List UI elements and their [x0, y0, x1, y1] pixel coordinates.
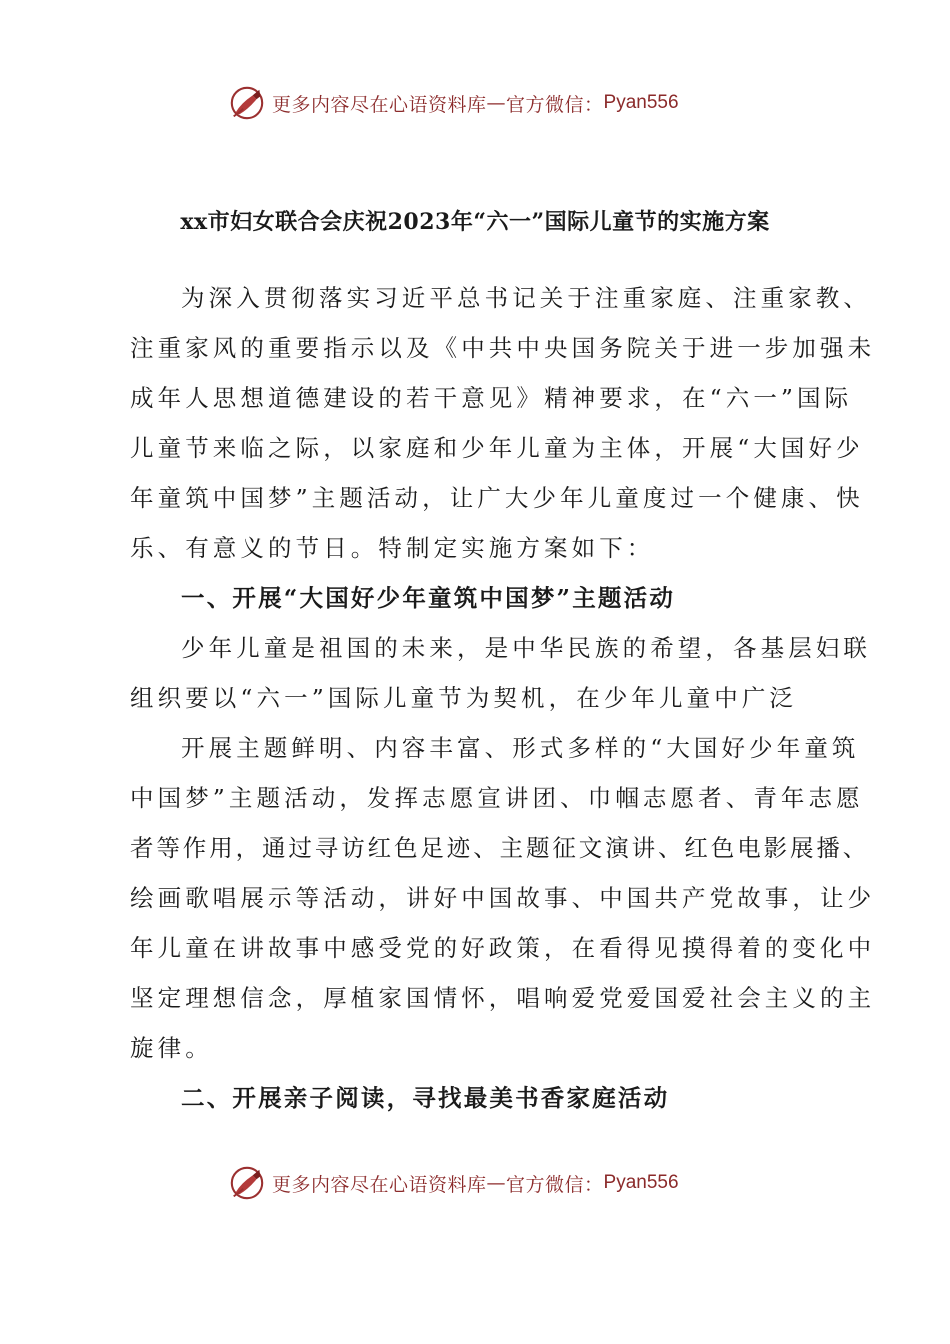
body-line: 中国梦”主题活动，发挥志愿宣讲团、巾帼志愿者、青年志愿 [130, 784, 864, 812]
section-heading-1: 一、开展“大国好少年童筑中国梦”主题活动 [181, 584, 676, 612]
body-line: 开展主题鲜明、内容丰富、形式多样的“大国好少年童筑 [181, 734, 860, 762]
body-line: 组织要以“六一”国际儿童节为契机，在少年儿童中广泛 [130, 684, 798, 712]
pen-nib-logo-icon [228, 84, 266, 122]
body-line: 坚定理想信念，厚植家国情怀，唱响爱党爱国爱社会主义的主 [130, 984, 876, 1012]
body-line: 乐、有意义的节日。特制定实施方案如下： [130, 534, 655, 562]
body-line: 少年儿童是祖国的未来，是中华民族的希望，各基层妇联 [181, 634, 871, 662]
watermark-wechat-id: Pyan556 [603, 1172, 679, 1193]
body-line: 儿童节来临之际，以家庭和少年儿童为主体，开展“大国好少 [130, 434, 864, 462]
body-line: 成年人思想道德建设的若干意见》精神要求，在“六一”国际 [130, 384, 853, 412]
watermark-wechat-label: 官方微信： [506, 1173, 604, 1196]
watermark-text: 更多内容尽在心语资料库 [272, 93, 487, 116]
body-line: 为深入贯彻落实习近平总书记关于注重家庭、注重家教、 [181, 284, 871, 312]
body-line: 年童筑中国梦”主题活动，让广大少年儿童度过一个健康、快 [130, 484, 864, 512]
watermark-wechat-id: Pyan556 [603, 92, 679, 113]
document-title: xx市妇女联合会庆祝2023年“六一”国际儿童节的实施方案 [180, 209, 770, 235]
body-line: 年儿童在讲故事中感受党的好政策，在看得见摸得着的变化中 [130, 934, 876, 962]
watermark-separator: — [486, 92, 507, 114]
body-line: 注重家风的重要指示以及《中共中央国务院关于进一步加强未 [130, 334, 876, 362]
watermark-text: 更多内容尽在心语资料库 [272, 1173, 487, 1196]
watermark-separator: — [486, 1172, 507, 1194]
watermark-banner-bottom [228, 1163, 748, 1203]
pen-nib-logo-icon [228, 1164, 266, 1202]
section-heading-2: 二、开展亲子阅读，寻找最美书香家庭活动 [181, 1084, 670, 1112]
watermark-wechat-label: 官方微信： [506, 93, 604, 116]
body-line: 旋律。 [130, 1034, 213, 1062]
body-line: 绘画歌唱展示等活动，讲好中国故事、中国共产党故事，让少 [130, 884, 876, 912]
body-line: 者等作用，通过寻访红色足迹、主题征文演讲、红色电影展播、 [130, 834, 870, 862]
watermark-banner-top [228, 83, 748, 123]
